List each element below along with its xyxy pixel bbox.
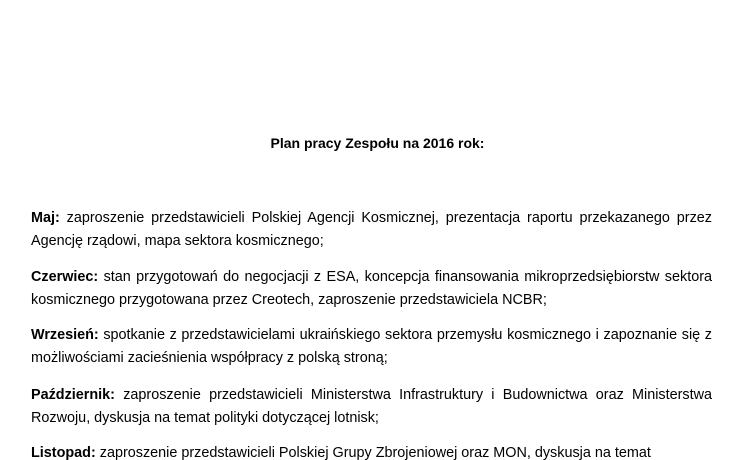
entry-text: stan przygotowań do negocjacji z ESA, koncepcja finansowania mikroprzedsiębiorstw sektora kosmicznego przygotowana przez Creotech, zaproszenie przedstawiciela NCBR;: [31, 269, 712, 308]
plan-entry-october: [31, 384, 712, 429]
entry-month-label: Wrzesień:: [31, 327, 99, 343]
plan-entry-may: [31, 207, 712, 252]
entry-text: zaproszenie przedstawicieli Polskiej Agencji Kosmicznej, prezentacja raportu przekazanego przez Agencję rządowi, mapa sektora kosmicznego;: [31, 210, 712, 249]
entry-month-label: Czerwiec:: [31, 269, 99, 285]
plan-entry-september: [31, 324, 712, 369]
entry-text: zaproszenie przedstawicieli Polskiej Grupy Zbrojeniowej oraz MON, dyskusja na temat: [95, 445, 651, 460]
entry-month-label: Maj:: [31, 210, 60, 226]
entry-month-label: Październik:: [31, 387, 115, 403]
entry-text: zaproszenie przedstawicieli Ministerstwa Infrastruktury i Budownictwa oraz Ministerstwa Rozwoju, dyskusja na temat polityki dotyczącej lotnisk;: [31, 387, 712, 426]
plan-entry-november: [31, 442, 712, 460]
document-title: Plan pracy Zespołu na 2016 rok:: [270, 135, 485, 151]
entry-text: spotkanie z przedstawicielami ukraińskiego sektora przemysłu kosmicznego i zapoznanie się z możliwościami zacieśnienia współpracy z polską stroną;: [31, 327, 712, 366]
entry-month-label: Listopad:: [31, 445, 96, 460]
plan-entry-june: [31, 266, 712, 311]
